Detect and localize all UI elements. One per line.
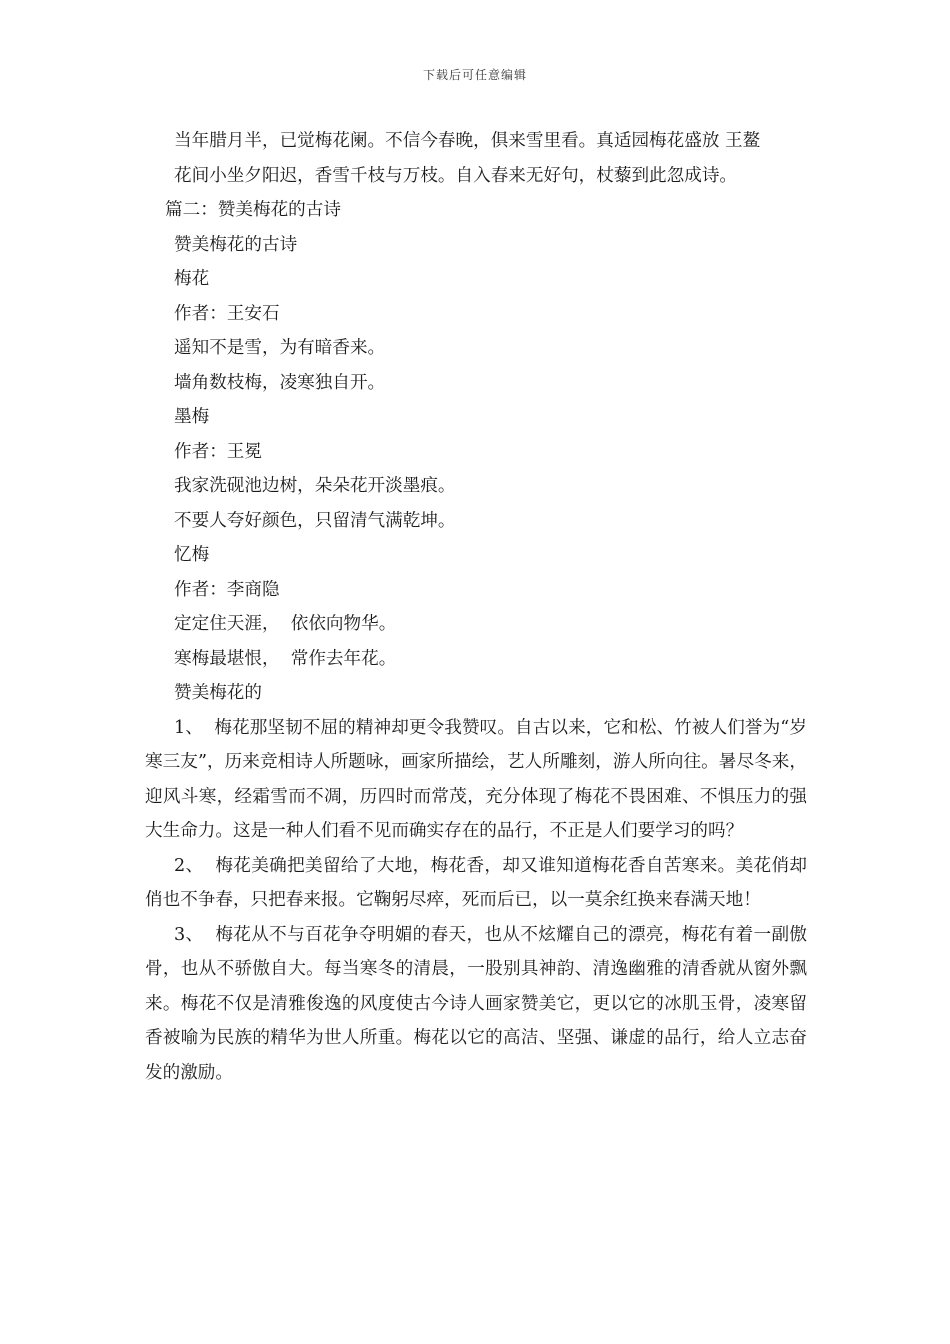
poem-title: 梅花: [174, 269, 210, 289]
section-title: 赞美梅花的古诗: [174, 234, 298, 255]
section-title: 赞美梅花的: [174, 683, 262, 703]
prose-paragraph: 2、 梅花美确把美留给了大地，梅花香，却又谁知道梅花香自苦寒来。美花俏却俏也不争春，只把春来报。它鞠躬尽瘁，死而后已，以一莫余红换来春满天地！: [145, 855, 807, 910]
poem-line: 我家洗砚池边树，朵朵花开淡墨痕。: [174, 476, 456, 496]
poem-line: 遥知不是雪，为有暗香来。: [174, 338, 386, 358]
poem-title: 墨梅: [174, 407, 210, 427]
document-body: [145, 124, 807, 1090]
prose-paragraph: 1、 梅花那坚韧不屈的精神却更令我赞叹。自古以来，它和松、竹被人们誉为“岁寒三友”，历来竞相诗人所题咏，画家所描绘，艺人所雕刻，游人所向往。暑尽冬来，迎风斗寒，经霜雪而不凋，历四时而常茂，充分体现了梅花不畏困难、不惧压力的强大生命力。这是一种人们看不见而确实存在的品行，不正是人们要学习的吗？: [145, 717, 807, 841]
poem-line: 墙角数枝梅，凌寒独自开。: [174, 372, 386, 393]
page-header: 下载后可任意编辑: [422, 68, 527, 82]
poem-title: 忆梅: [174, 545, 210, 565]
poem-line: 寒梅最堪恨， 常作去年花。: [174, 648, 397, 669]
poem-line: 花间小坐夕阳迟，香雪千枝与万枝。自入春来无好句，杖藜到此忽成诗。: [174, 165, 738, 186]
section-heading: 篇二：赞美梅花的古诗: [165, 200, 341, 220]
prose-paragraph: 3、 梅花从不与百花争夺明媚的春天，也从不炫耀自己的漂亮，梅花有着一副傲骨，也从不骄傲自大。每当寒冬的清晨，一股别具神韵、清逸幽雅的清香就从窗外飘来。梅花不仅是清雅俊逸的风度使古今诗人画家赞美它，更以它的冰肌玉骨，凌寒留香被喻为民族的精华为世人所重。梅花以它的高洁、坚强、谦虚的品行，给人立志奋发的激励。: [145, 924, 807, 1083]
poem-line: 当年腊月半，已觉梅花阑。不信今春晚，俱来雪里看。真适园梅花盛放 王鳌: [174, 131, 761, 151]
poem-author: 作者：李商隐: [174, 579, 280, 600]
poem-line: 定定住天涯， 依依向物华。: [174, 614, 397, 634]
poem-line: 不要人夸好颜色，只留清气满乾坤。: [174, 510, 456, 531]
poem-author: 作者：王安石: [174, 303, 280, 324]
poem-author: 作者：王冕: [174, 441, 262, 462]
